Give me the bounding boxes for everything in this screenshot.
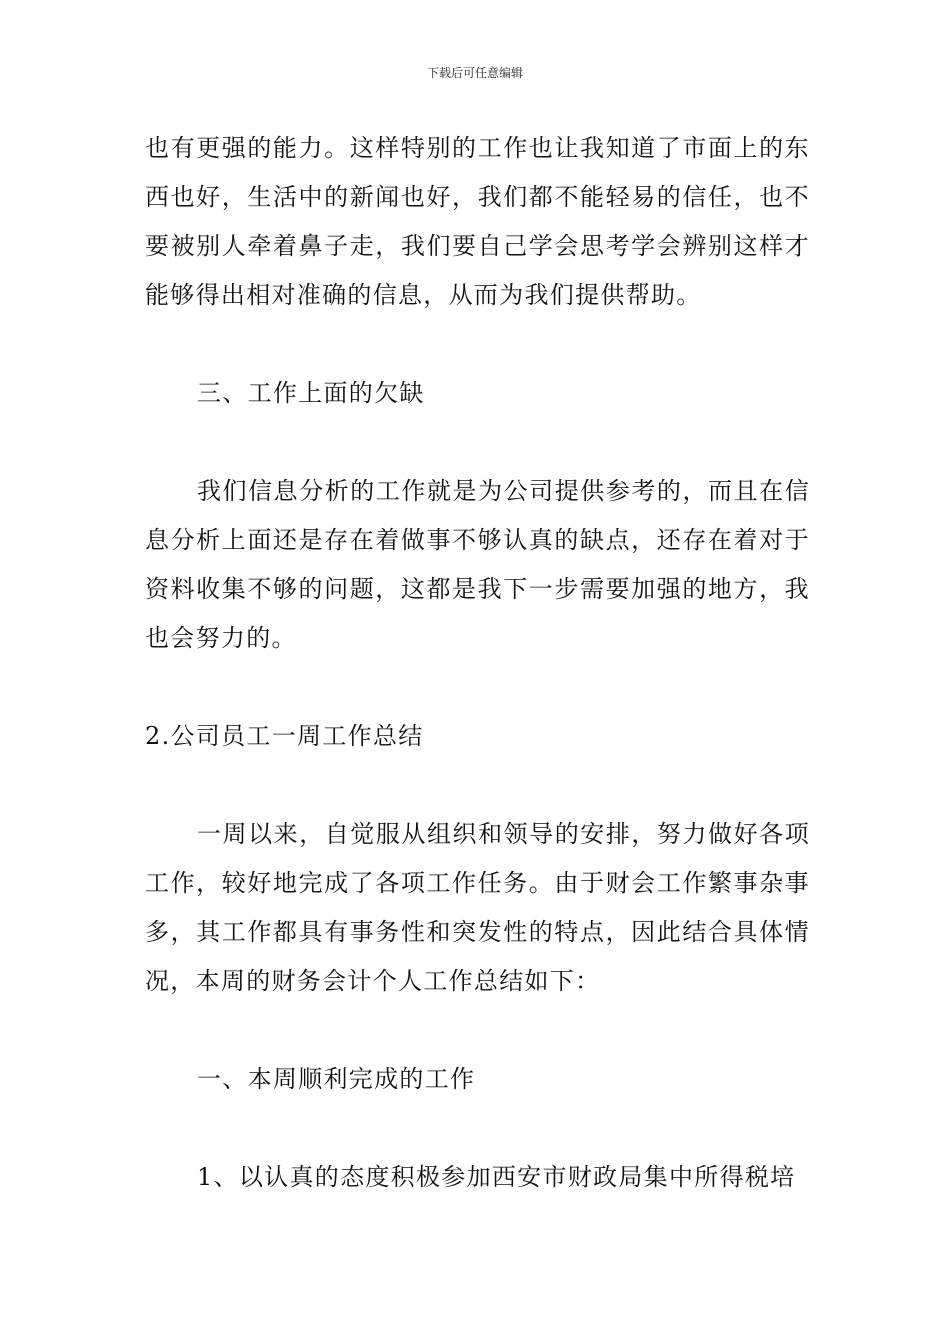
section-heading-completed: 一、本周顺利完成的工作 (197, 1065, 476, 1093)
paragraph-gap (145, 663, 810, 712)
paragraph-gap (145, 1104, 810, 1153)
document-body (145, 124, 810, 1202)
article-title: 2.公司员工一周工作总结 (145, 722, 424, 750)
section-heading-shortcomings: 三、工作上面的欠缺 (197, 379, 425, 407)
paragraph-gap (145, 1006, 810, 1055)
list-item-1: 1、以认真的态度积极参加西安市财政局集中所得税培 (197, 1163, 796, 1191)
paragraph-gap (145, 761, 810, 810)
paragraph-gap (145, 320, 810, 369)
paragraph-gap (145, 418, 810, 467)
page-header: 下载后可任意编辑 (426, 66, 523, 80)
paragraph-continuation: 也有更强的能力。这样特别的工作也让我知道了市面上的东西也好，生活中的新闻也好，我们都不能轻易的信任，也不要被别人牵着鼻子走，我们要自己学会思考学会辨别这样才能够得出相对准确的信息，从而为我们提供帮助。 (145, 134, 810, 309)
paragraph-shortcomings: 我们信息分析的工作就是为公司提供参考的，而且在信息分析上面还是存在着做事不够认真的缺点，还存在着对于资料收集不够的问题，这都是我下一步需要加强的地方，我也会努力的。 (145, 477, 810, 652)
paragraph-intro: 一周以来，自觉服从组织和领导的安排，努力做好各项工作，较好地完成了各项工作任务。由于财会工作繁事杂事多，其工作都具有事务性和突发性的特点，因此结合具体情况，本周的财务会计个人工作总结如下： (145, 820, 810, 995)
